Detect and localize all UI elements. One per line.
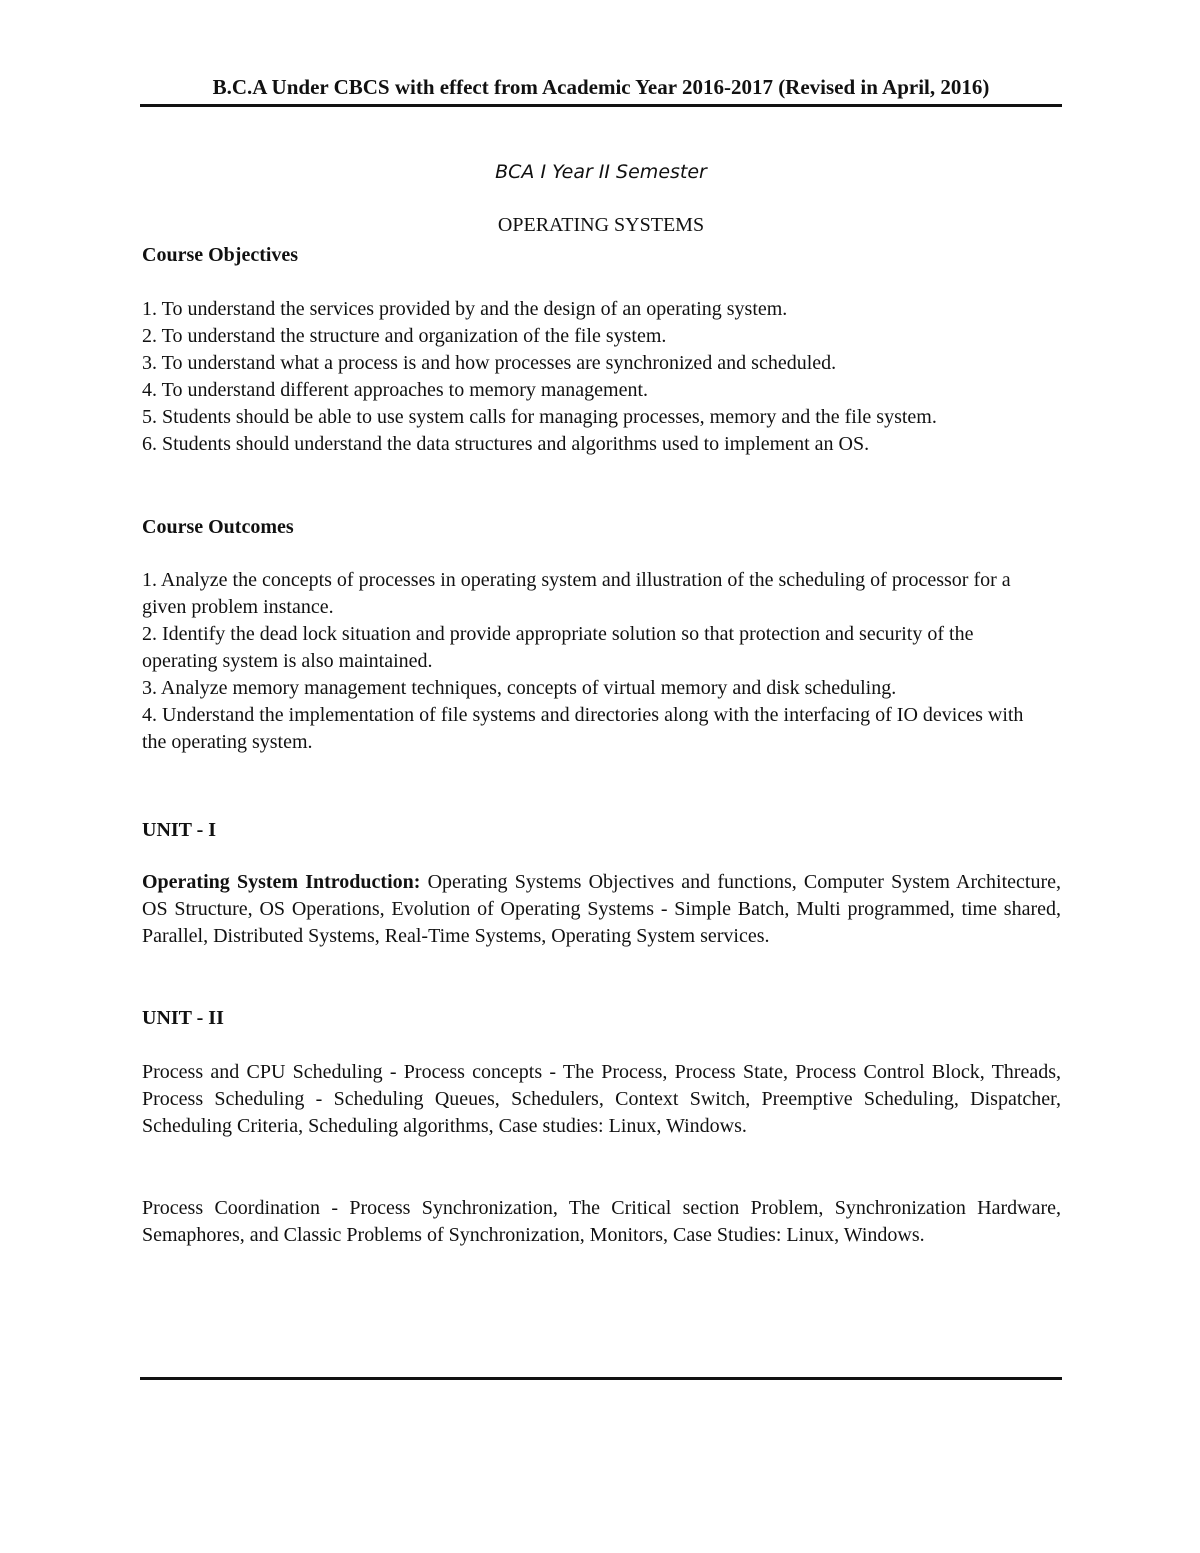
objectives-heading: Course Objectives <box>142 244 299 266</box>
outcome-item: 3. Analyze memory management techniques, concepts of virtual memory and disk scheduling. <box>142 677 897 699</box>
outcome-item: 2. Identify the dead lock situation and provide appropriate solution so that protection and security of the operating system is also maintained. <box>142 623 974 672</box>
footer-divider <box>140 1377 1062 1380</box>
semester-label: BCA I Year II Semester <box>495 161 707 183</box>
outcomes-list <box>142 567 1042 756</box>
unit-2-paragraph-2: Process Coordination - Process Synchronization, The Critical section Problem, Synchronization Hardware, Semaphores, and Classic Problems of Synchronization, Monitors, Case Studies: Linux, Windows. <box>142 1197 1061 1246</box>
course-title: OPERATING SYSTEMS <box>497 214 705 236</box>
outcomes-heading: Course Outcomes <box>142 516 294 538</box>
objective-item: 4. To understand different approaches to memory management. <box>142 379 649 401</box>
unit-1-heading: UNIT - I <box>142 819 217 841</box>
outcome-item: 4. Understand the implementation of file systems and directories along with the interfacing of IO devices with the operating system. <box>142 704 1024 753</box>
page-header-title: B.C.A Under CBCS with effect from Academic Year 2016-2017 (Revised in April, 2016) <box>212 75 990 99</box>
header-divider <box>140 104 1062 107</box>
unit-1-paragraph <box>142 869 1061 950</box>
outcome-item: 1. Analyze the concepts of processes in operating system and illustration of the scheduling of processor for a given problem instance. <box>142 569 1011 618</box>
unit-1-text: Operating Systems Objectives and functions, Computer System Architecture, OS Structure, OS Operations, Evolution of Operating Systems - Simple Batch, Multi programmed, time shared, Parallel, Distributed Systems, Real-Time Systems, Operating System services. <box>142 871 1061 947</box>
objective-item: 3. To understand what a process is and how processes are synchronized and scheduled. <box>142 352 837 374</box>
objective-item: 6. Students should understand the data structures and algorithms used to implement an OS. <box>142 433 870 455</box>
unit-2-heading: UNIT - II <box>142 1007 224 1029</box>
objectives-list <box>142 296 1042 458</box>
objective-item: 1. To understand the services provided by and the design of an operating system. <box>142 298 788 320</box>
unit-1-lead: Operating System Introduction: <box>142 871 421 893</box>
objective-item: 5. Students should be able to use system calls for managing processes, memory and the file system. <box>142 406 937 428</box>
unit-2-paragraph-1: Process and CPU Scheduling - Process concepts - The Process, Process State, Process Control Block, Threads, Process Scheduling - Scheduling Queues, Schedulers, Context Switch, Preemptive Scheduling, Dispatcher, Scheduling Criteria, Scheduling algorithms, Case studies: Linux, Windows. <box>142 1061 1061 1137</box>
objective-item: 2. To understand the structure and organization of the file system. <box>142 325 667 347</box>
